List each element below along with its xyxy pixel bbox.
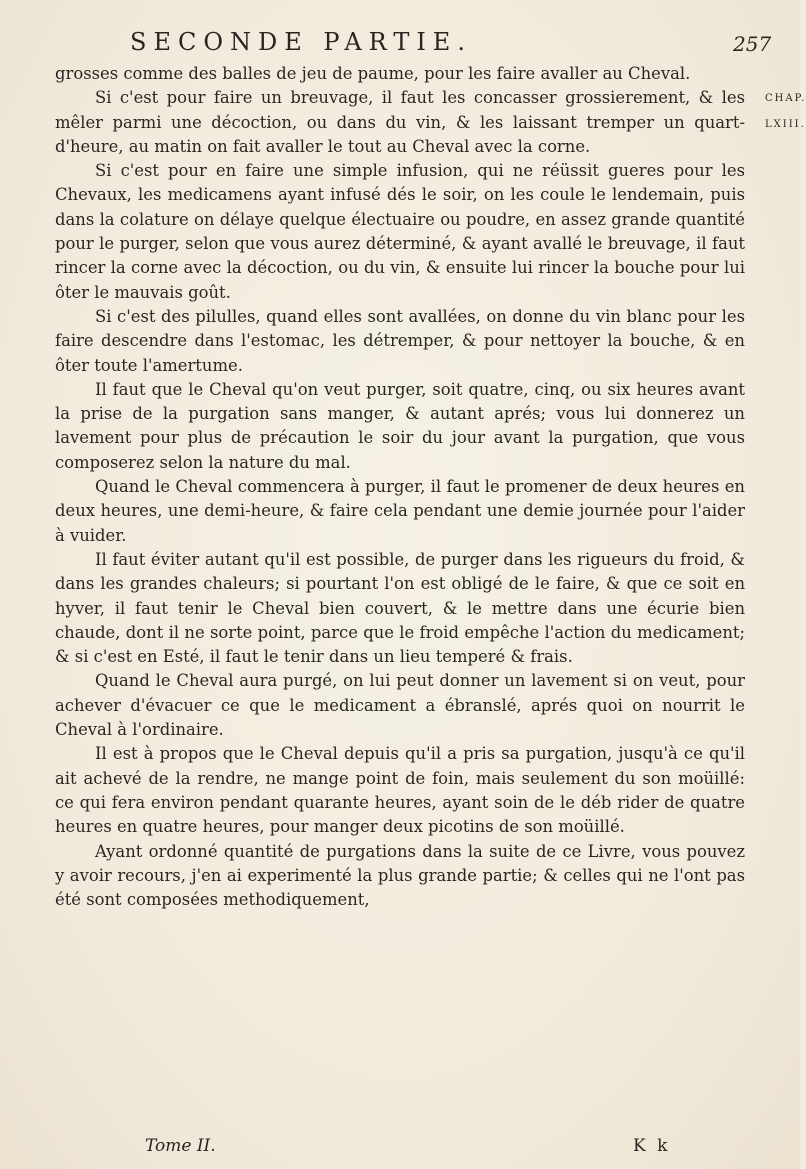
- paragraph: Il est à propos que le Cheval depuis qu'il a pris sa purgation, jusqu'à ce qu'il ait achevé de la rendre, ne mange point de foin, mais seulement du son moüillé: ce qui fera environ pendant quarante heures, ayant soin de le déb rider de quatre heures en quatre heures, pour manger deux picotins de son moüillé.: [55, 744, 745, 837]
- paragraph: Ayant ordonné quantité de purgations dans la suite de ce Livre, vous pouvez y avoir recours, j'en ai experimenté la plus grande partie; & celles qui ne l'ont pas été sont composées methodiquement,: [55, 841, 745, 910]
- paragraph: Quand le Cheval aura purgé, on lui peut donner un lavement si on veut, pour achever d'évacuer ce que le medicament a ébranslé, aprés quoi on nourrit le Cheval à l'ordinaire.: [55, 671, 745, 740]
- paragraph: Il faut éviter autant qu'il est possible, de purger dans les rigueurs du froid, & dans les grandes chaleurs; si pourtant l'on est obligé de le faire, & que ce soit en hyver, il faut tenir le Cheval bien couvert, & le mettre dans une écurie bien chaude, dont il ne sorte point, parce que le froid empêche l'action du medicament; & si c'est en Esté, il faut le tenir dans un lieu temperé & frais.: [55, 549, 745, 667]
- chapter-label-line: CHAP.: [765, 93, 806, 104]
- chapter-number: LXIII.: [765, 119, 806, 130]
- paragraph: Si c'est des pilulles, quand elles sont avallées, on donne du vin blanc pour les faire descendre dans l'estomac, les détremper, & pour nettoyer la bouche, & en ôter toute l'amertume.: [55, 306, 745, 375]
- page-number: 257: [733, 32, 772, 56]
- paragraph: Quand le Cheval commencera à purger, il faut le promener de deux heures en deux heures, une demi-heure, & faire cela pendant une demie journée pour l'aider à vuider.: [55, 477, 745, 545]
- body-text: [55, 62, 745, 912]
- chapter-margin-label: [765, 86, 806, 138]
- paragraph: Si c'est pour faire un breuvage, il faut les concasser grossierement, & les mêler parmi une décoction, ou dans du vin, & les laissant tremper un quart-d'heure, au matin on fait avaller le tout au Cheval avec la corne.: [55, 88, 745, 156]
- signature-mark: K k: [633, 1136, 671, 1156]
- paragraph: Si c'est pour en faire une simple infusion, qui ne réüssit gueres pour les Chevaux, les medicamens ayant infusé dés le soir, on les coule le lendemain, puis dans la colature on délaye quelque électuaire ou poudre, en assez grande quantité pour le purger, selon que vous aurez déterminé, & ayant avallé le breuvage, il faut rincer la corne avec la décoction, ou du vin, & ensuite lui rincer la bouche pour lui ôter le mauvais goût.: [55, 161, 745, 302]
- running-head: SECONDE PARTIE.: [130, 28, 472, 56]
- page-footer: [55, 1136, 745, 1162]
- paragraph: Il faut que le Cheval qu'on veut purger, soit quatre, cinq, ou six heures avant la prise de la purgation sans manger, & autant aprés; vous lui donnerez un lavement pour plus de précaution le soir du jour avant la purgation, que vous composerez selon la nature du mal.: [55, 379, 745, 472]
- volume-label: Tome II.: [145, 1136, 216, 1156]
- paragraph: grosses comme des balles de jeu de paume, pour les faire avaller au Cheval.: [55, 64, 691, 83]
